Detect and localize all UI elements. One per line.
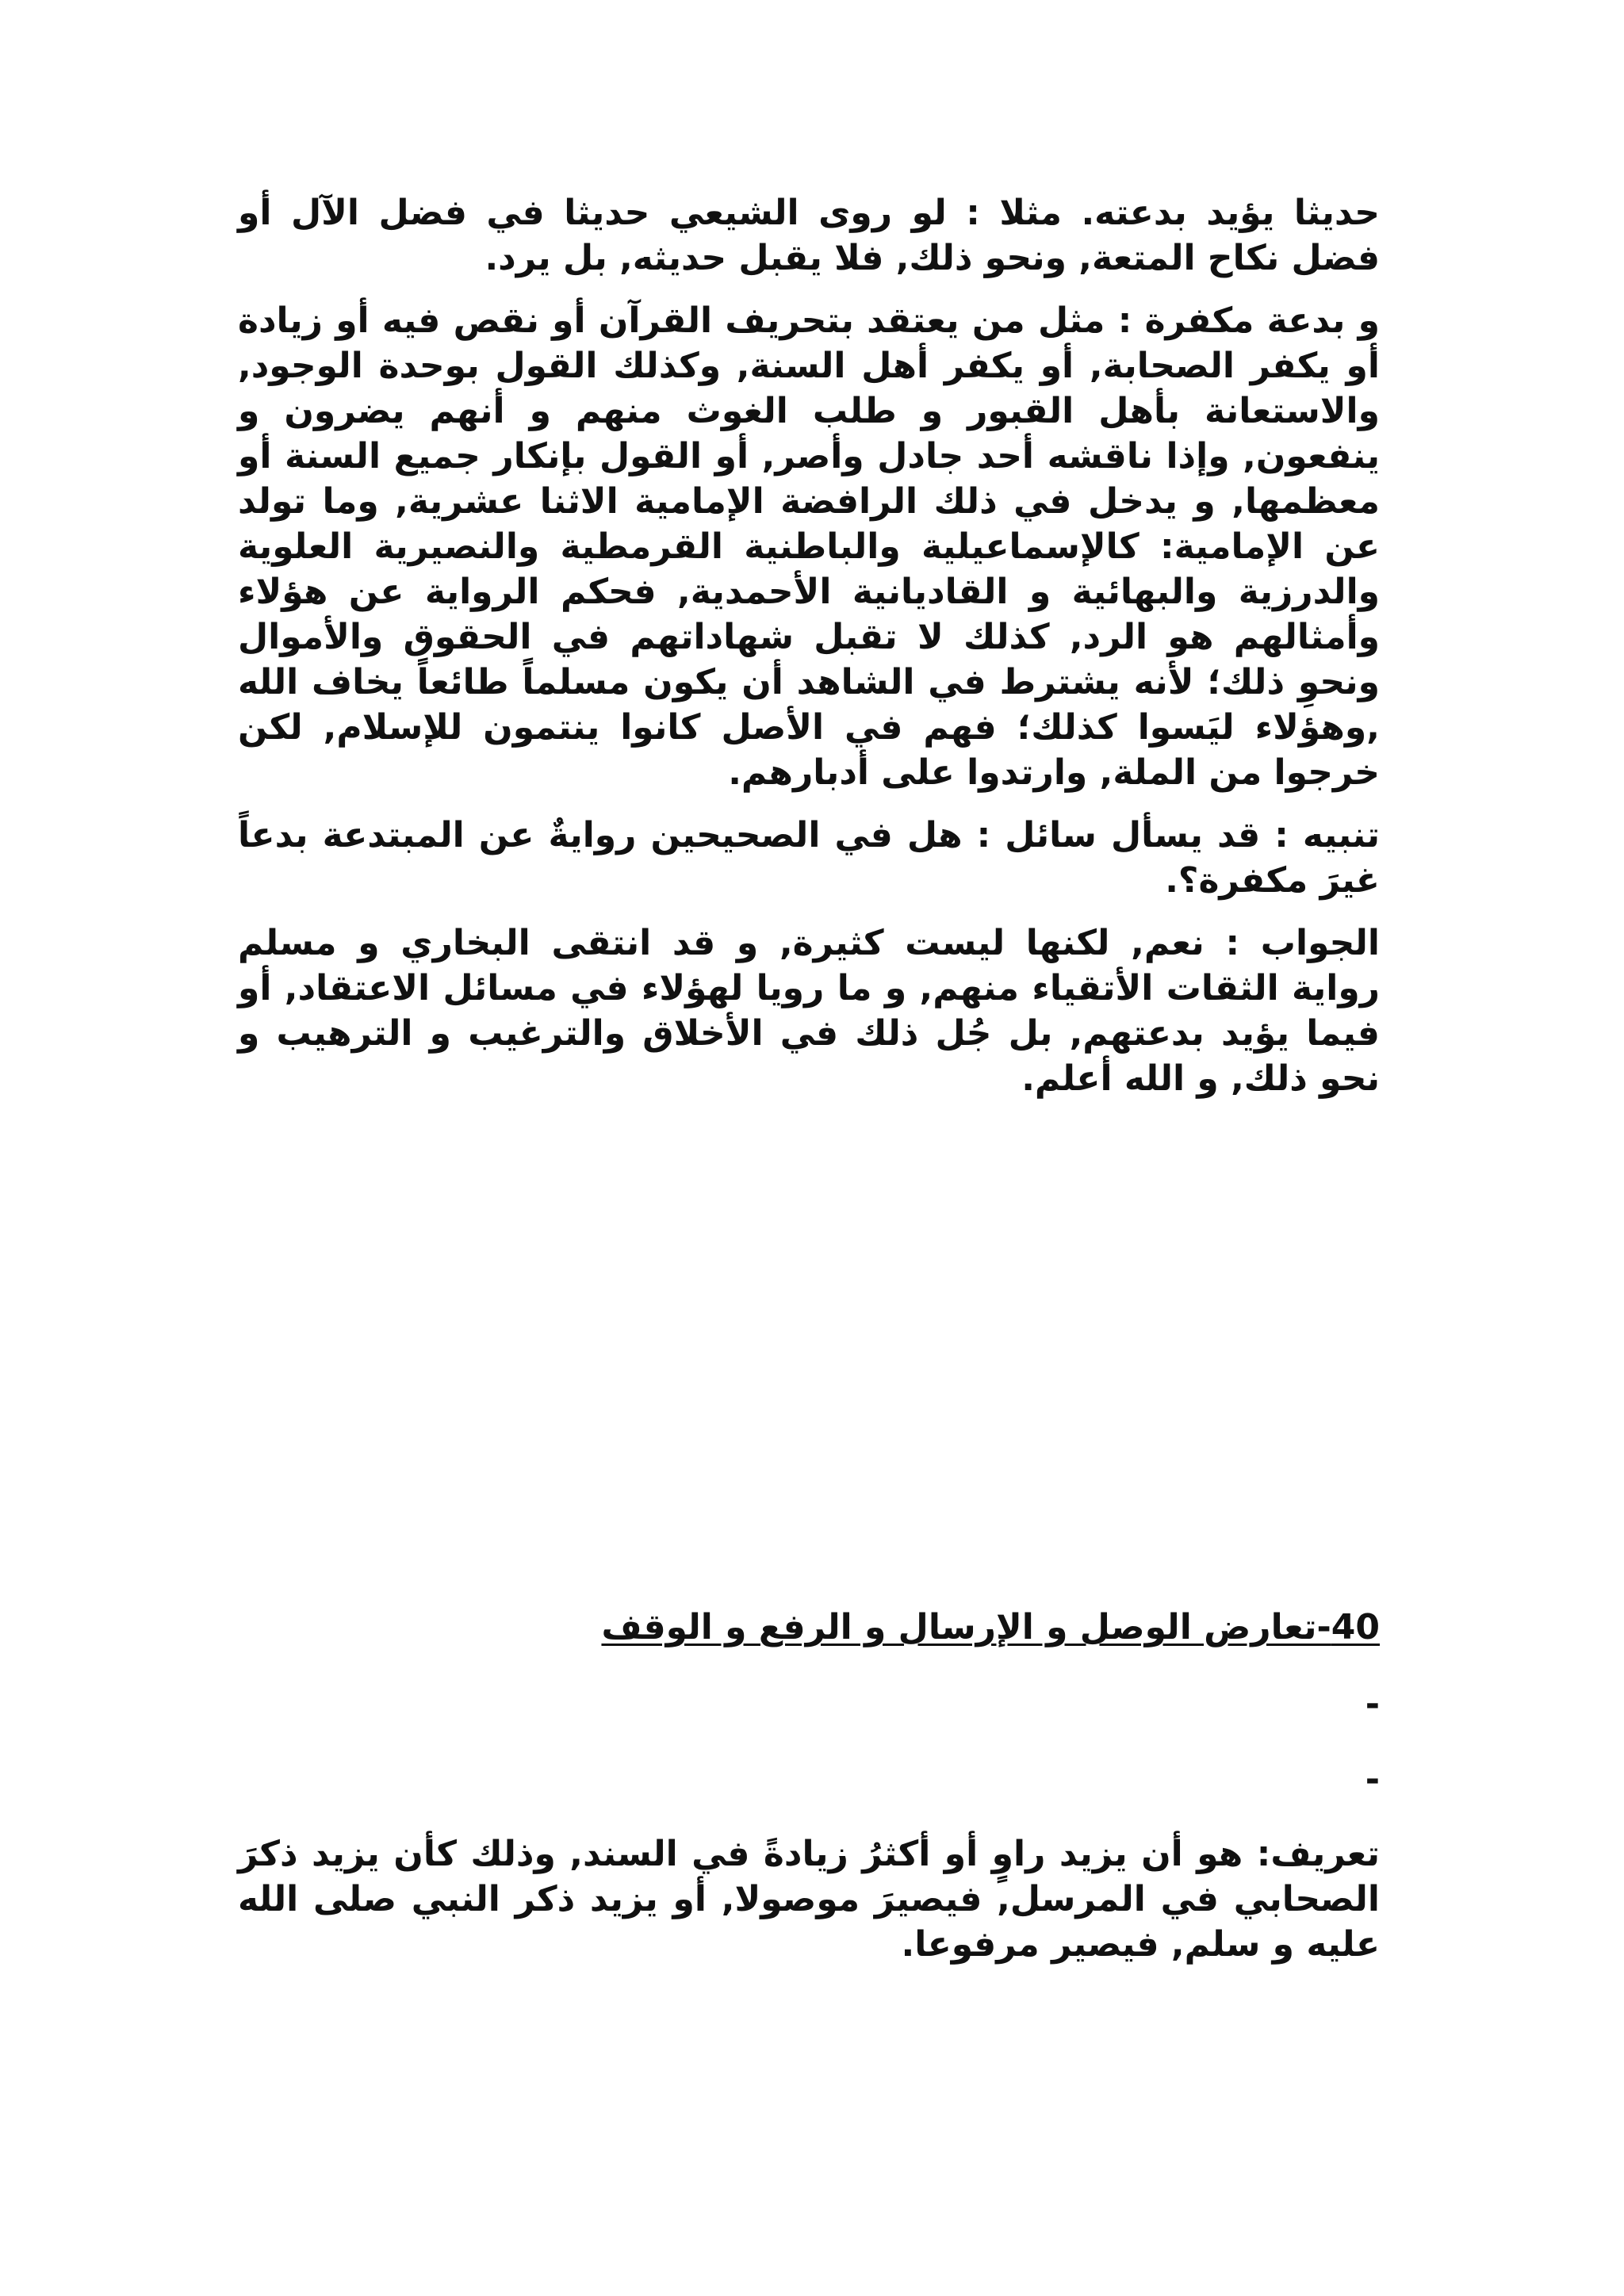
paragraph-disbelief-innovation: و بدعة مكفرة : مثل من يعتقد بتحريف القرآن أو نقص فيه أو زيادة أو يكفر الصحابة, أو يكفر أهل السنة, وكذلك القول بوحدة الوجود, والاستعانة بأهل القبور و طلب الغوث منهم و أنهم يضرون و ينفعون, وإذا ناقشه أحد جادل وأصر, أو القول بإنكار جميع السنة أو معظمها, و يدخل في ذلك الرافضة الإمامية الاثنا عشرية, وما تولد عن الإمامية: كالإسماعيلية والباطنية القرمطية والنصيرية العلوية والدرزية والبهائية و القاديانية الأحمدية, فحكم الرواية عن هؤلاء وأمثالهم هو الرد, كذلك لا تقبل شهاداتهم في الحقوق والأموال ونحوِ ذلك؛ لأنه يشترط في الشاهد أن يكون مسلماً طائعاً يخاف الله ,وهؤلاء ليَسوا كذلك؛ فهم في الأصل كانوا ينتمون للإسلام, لكن خرجوا من الملة, وارتدوا على أدبارهم. — [238, 300, 1380, 793]
paragraph-definition: تعريف: هو أن يزيد راوٍ أو أكثرُ زيادةً في السند, وذلك كأن يزيد ذكرَ الصحابي في المرسل, فيصيرَ موصولا, أو يزيد ذكر النبي صلى الله عليه و سلم, فيصير مرفوعا. — [238, 1834, 1380, 1965]
paragraph-note-question: تنبيه : قد يسأل سائل : هل في الصحيحين روايةٌ عن المبتدعة بدعاً غيرَ مكفرة؟. — [238, 815, 1380, 901]
section-heading: 40-تعارض الوصل و الإرسال و الرفع و الوقف — [601, 1607, 1380, 1647]
dash-line: - — [1365, 1684, 1380, 1724]
paragraph-hadith-support-innovation: حديثا يؤيد بدعته. مثلا : لو روى الشيعي حديثا في فضل الآل أو فضل نكاح المتعة, ونحو ذلك, فلا يقبل حديثه, بل يرد. — [238, 193, 1380, 278]
dash-line: - — [1365, 1759, 1380, 1800]
paragraph-answer: الجواب : نعم, لكنها ليست كثيرة, و قد انتقى البخاري و مسلم رواية الثقات الأتقياء منهم, و ما رويا لهؤلاء في مسائل الاعتقاد, أو فيما يؤيد بدعتهم, بل جُل ذلك في الأخلاق والترغيب و الترهيب و نحو ذلك, و الله أعلم. — [238, 923, 1380, 1099]
section-40-block — [238, 1605, 1380, 1802]
main-text-body — [238, 190, 1380, 1119]
